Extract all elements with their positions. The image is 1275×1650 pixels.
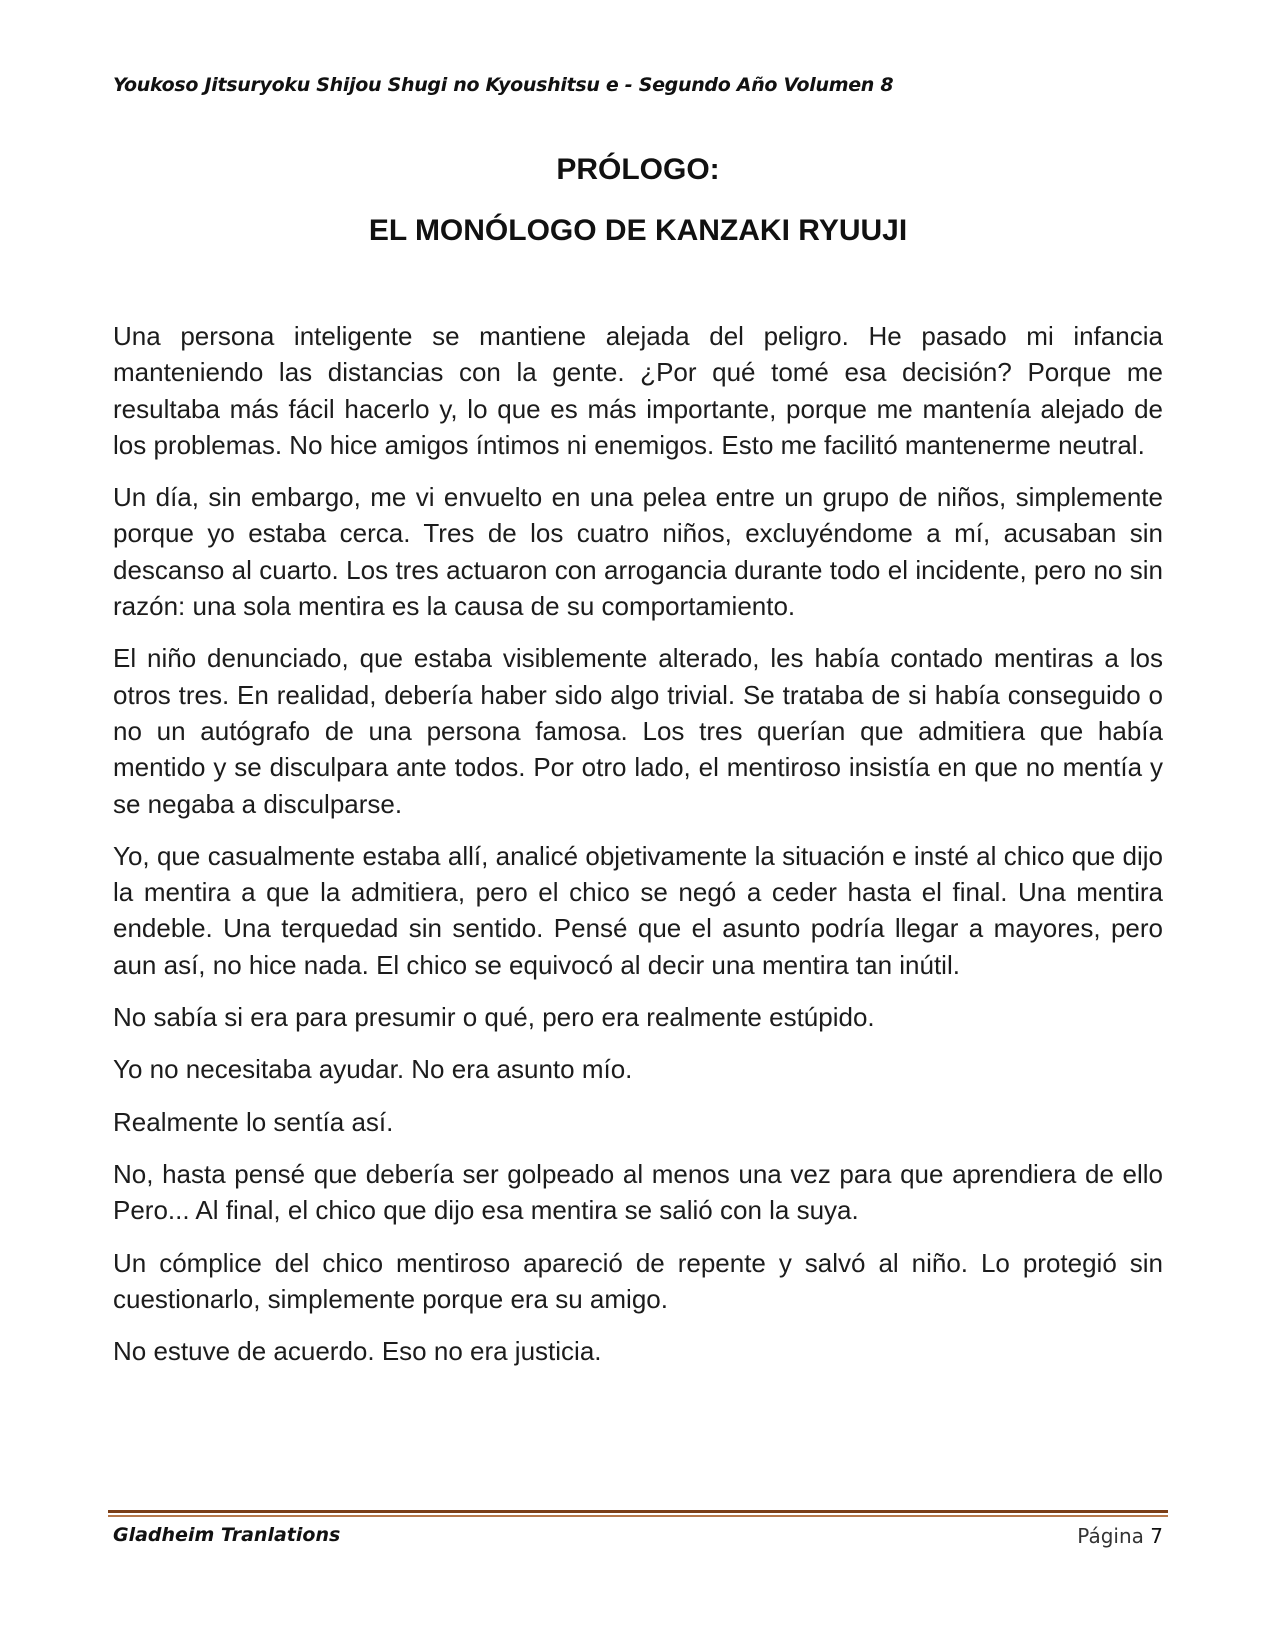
paragraph: Una persona inteligente se mantiene alejada del peligro. He pasado mi infancia manteniendo las distancias con la gente. ¿Por qué tomé esa decisión? Porque me resultaba más fácil hacerlo y, lo que es más importante, porque me mantenía alejado de los problemas. No hice amigos íntimos ni enemigos. Esto me facilitó mantenerme neutral.: [113, 321, 1163, 460]
paragraph: Un día, sin embargo, me vi envuelto en una pelea entre un grupo de niños, simplemente porque yo estaba cerca. Tres de los cuatro niños, excluyéndome a mí, acusaban sin descanso al cuarto. Los tres actuaron con arrogancia durante todo el incidente, pero no sin razón: una sola mentira es la causa de su comportamiento.: [113, 482, 1163, 622]
footer-divider-thin: [108, 1515, 1168, 1517]
chapter-heading: [113, 150, 1163, 251]
paragraph: Realmente lo sentía así.: [113, 1106, 394, 1137]
chapter-label: PRÓLOGO:: [556, 153, 720, 186]
paragraph: Yo, que casualmente estaba allí, analicé objetivamente la situación e insté al chico que dijo la mentira a que la admitiera, pero el chico se negó a ceder hasta el final. Una mentira endeble. Una terquedad sin sentido. Pensé que el asunto podría llegar a mayores, pero aun así, no hice nada. El chico se equivocó al decir una mentira tan inútil.: [113, 840, 1163, 980]
page-label: Página: [1077, 1524, 1144, 1548]
footer-divider: [108, 1510, 1168, 1518]
body-text: [113, 318, 1163, 1385]
paragraph: El niño denunciado, que estaba visiblemente alterado, les había contado mentiras a los otros tres. En realidad, debería haber sido algo trivial. Se trataba de si había conseguido o no un autógrafo de una persona famosa. Los tres querían que admitiera que había mentido y se disculpara ante todos. Por otro lado, el mentiroso insistía en que no mentía y se negaba a disculparse.: [113, 643, 1163, 819]
paragraph: Yo no necesitaba ayudar. No era asunto mío.: [113, 1054, 633, 1085]
paragraph: Un cómplice del chico mentiroso apareció de repente y salvó al niño. Lo protegió sin cuestionarlo, simplemente porque era su amigo.: [113, 1247, 1163, 1314]
page-number-block: [1077, 1524, 1163, 1548]
running-header: Youkoso Jitsuryoku Shijou Shugi no Kyoushitsu e - Segundo Año Volumen 8: [113, 74, 894, 96]
footer-credit: Gladheim Tranlations: [113, 1524, 341, 1546]
footer-divider-thick: [108, 1510, 1168, 1513]
paragraph: No estuve de acuerdo. Eso no era justicia.: [113, 1336, 602, 1367]
paragraph: No, hasta pensé que debería ser golpeado al menos una vez para que aprendiera de ello Pero... Al final, el chico que dijo esa mentira se salió con la suya.: [113, 1158, 1163, 1226]
page-number: 7: [1150, 1524, 1163, 1548]
paragraph: No sabía si era para presumir o qué, pero era realmente estúpido.: [113, 1002, 875, 1033]
chapter-title: EL MONÓLOGO DE KANZAKI RYUUJI: [368, 214, 908, 247]
